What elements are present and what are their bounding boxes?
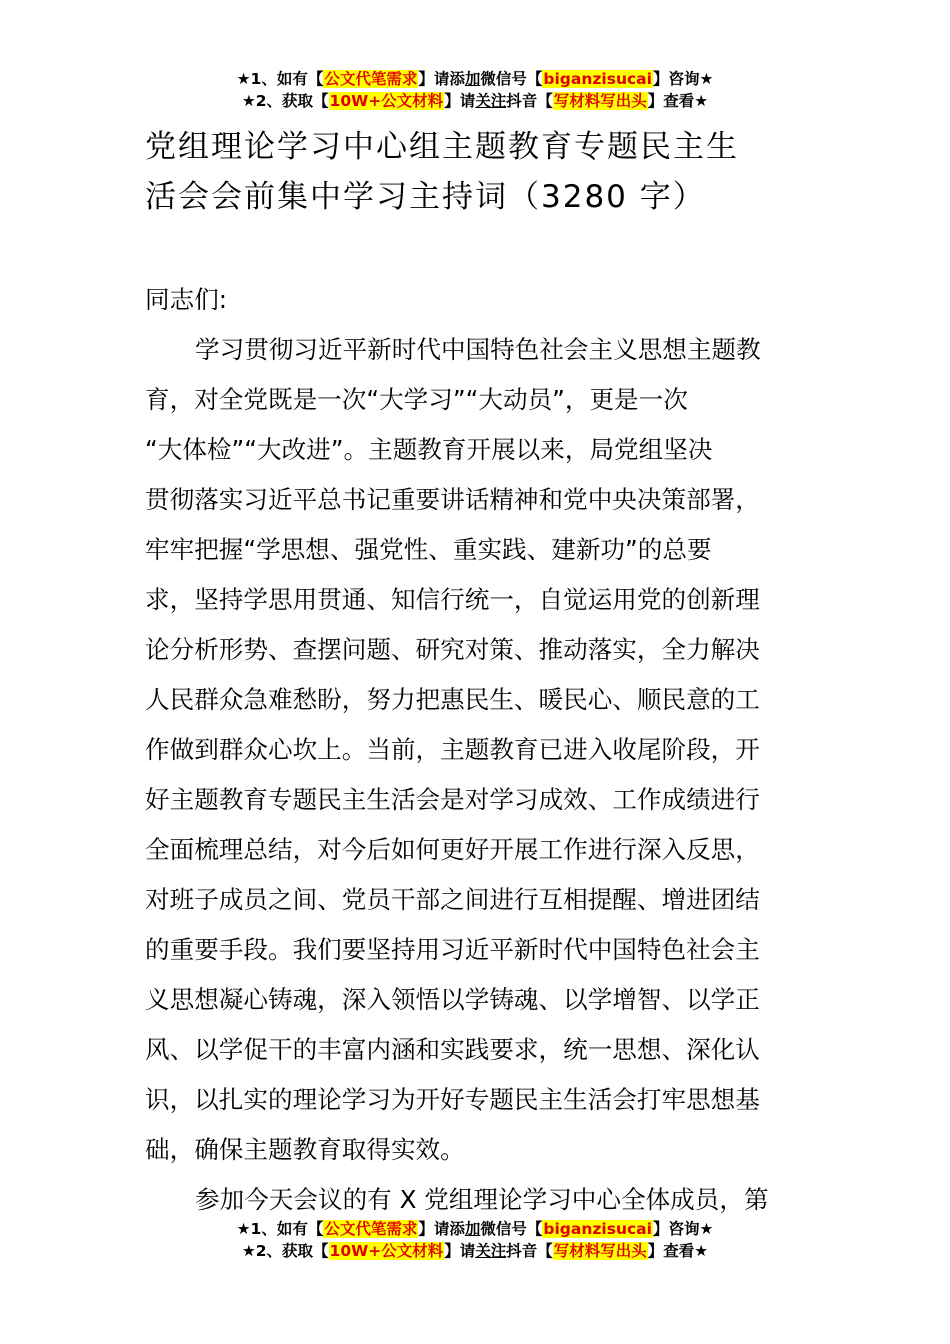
highlight-douyin: 写材料写出头 <box>553 1242 647 1260</box>
body-line: 参加今天会议的有 X 党组理论学习中心全体成员，第 <box>195 1185 769 1214</box>
body-line: 贯彻落实习近平总书记重要讲话精神和党中央决策部署， <box>145 485 760 514</box>
title-line-2: 活会会前集中学习主持词（3280 字） <box>145 179 706 215</box>
highlight-service: 公文代笔需求 <box>324 1220 418 1238</box>
body-line: 对班子成员之间、党员干部之间进行互相提醒、增进团结 <box>145 885 760 914</box>
promo-line-1: ★1、如有【公文代笔需求】请添加微信号【biganzisucai】咨询★ <box>236 1220 714 1238</box>
promo-line-2: ★2、获取【10W+公文材料】请关注抖音【写材料写出头】查看★ <box>241 92 709 110</box>
body-line: 牢牢把握“学思想、强党性、重实践、建新功”的总要 <box>145 535 712 564</box>
body-line: 的重要手段。我们要坚持用习近平新时代中国特色社会主 <box>145 935 760 964</box>
highlight-materials: 10W+公文材料 <box>329 92 444 110</box>
body-line: 好主题教育专题民主生活会是对学习成效、工作成绩进行 <box>145 785 760 814</box>
body-line: 论分析形势、查摆问题、研究对策、推动落实，全力解决 <box>145 635 760 664</box>
body-line: 风、以学促干的丰富内涵和实践要求，统一思想、深化认 <box>145 1035 760 1064</box>
document-body <box>145 275 810 1225</box>
bottom-promo-banner <box>0 1218 950 1262</box>
top-promo-banner <box>0 68 950 112</box>
highlight-materials: 10W+公文材料 <box>329 1242 444 1260</box>
highlight-wechat-id: biganzisucai <box>543 1220 652 1238</box>
promo-line-1: ★1、如有【公文代笔需求】请添加微信号【biganzisucai】咨询★ <box>236 70 714 88</box>
body-line: 求，坚持学思用贯通、知信行统一，自觉运用党的创新理 <box>145 585 760 614</box>
body-line: “大体检”“大改进”。主题教育开展以来，局党组坚决 <box>145 435 713 464</box>
body-line: 人民群众急难愁盼，努力把惠民生、暖民心、顺民意的工 <box>145 685 760 714</box>
highlight-service: 公文代笔需求 <box>324 70 418 88</box>
highlight-wechat-id: biganzisucai <box>543 70 652 88</box>
promo-line-2: ★2、获取【10W+公文材料】请关注抖音【写材料写出头】查看★ <box>241 1242 709 1260</box>
body-line: 础，确保主题教育取得实效。 <box>145 1135 465 1164</box>
body-line: 识，以扎实的理论学习为开好专题民主生活会打牢思想基 <box>145 1085 760 1114</box>
body-line: 作做到群众心坎上。当前，主题教育已进入收尾阶段，开 <box>145 735 760 764</box>
body-line: 全面梳理总结，对今后如何更好开展工作进行深入反思， <box>145 835 760 864</box>
document-title <box>145 122 810 222</box>
title-line-1: 党组理论学习中心组主题教育专题民主生 <box>145 129 739 165</box>
body-line: 义思想凝心铸魂，深入领悟以学铸魂、以学增智、以学正 <box>145 985 760 1014</box>
body-line: 学习贯彻习近平新时代中国特色社会主义思想主题教 <box>195 335 761 364</box>
body-line: 育，对全党既是一次“大学习”“大动员”，更是一次 <box>145 385 688 414</box>
salutation: 同志们: <box>145 285 228 314</box>
highlight-douyin: 写材料写出头 <box>553 92 647 110</box>
